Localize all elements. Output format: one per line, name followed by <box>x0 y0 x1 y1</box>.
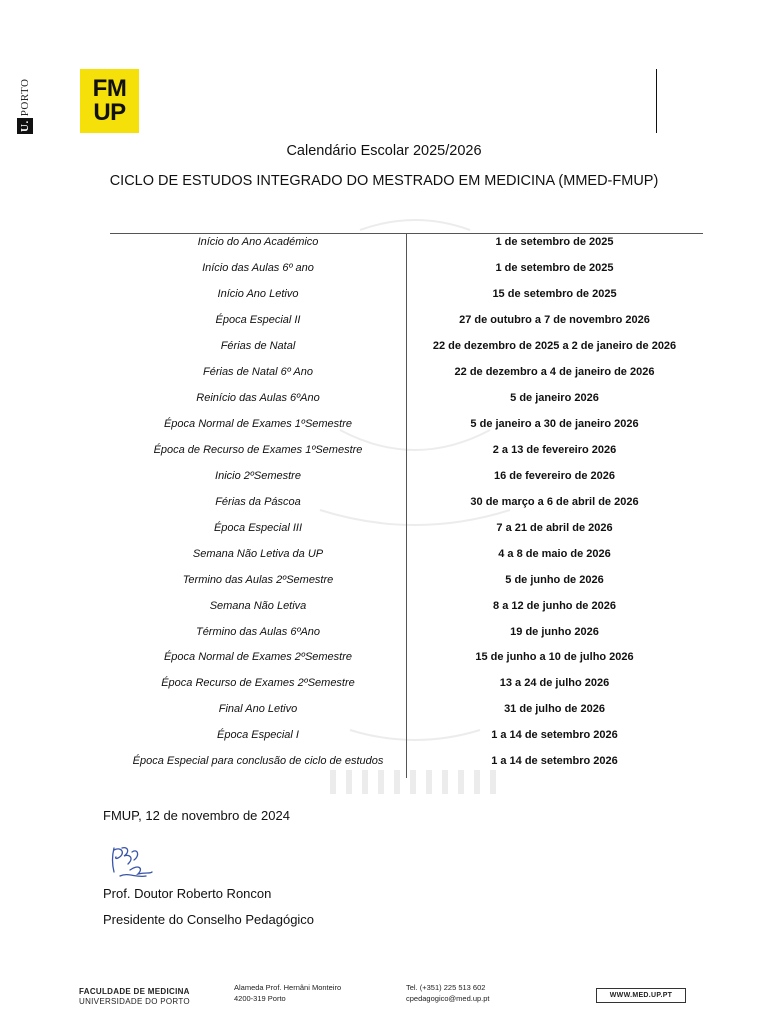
event-date: 4 a 8 de maio de 2026 <box>498 547 611 560</box>
event-label: Época de Recurso de Exames 1ºSemestre <box>153 443 363 456</box>
table-row <box>110 333 703 359</box>
event-date: 1 de setembro de 2025 <box>495 261 614 274</box>
place-date: FMUP, 12 de novembro de 2024 <box>103 808 290 823</box>
footer-contact <box>406 982 490 1004</box>
event-label: Época Recurso de Exames 2ºSemestre <box>161 677 355 690</box>
event-date: 15 de junho a 10 de julho 2026 <box>475 651 634 664</box>
event-label: Início Ano Letivo <box>217 287 299 300</box>
table-row <box>110 307 703 333</box>
event-date: 8 a 12 de junho de 2026 <box>493 599 616 612</box>
footer-address-line2: 4200-319 Porto <box>234 994 286 1003</box>
table-row <box>110 437 703 463</box>
signature-image <box>108 842 158 884</box>
event-date: 7 a 21 de abril de 2026 <box>496 521 613 534</box>
table-row <box>110 385 703 411</box>
table-row <box>110 229 703 255</box>
document-title: Calendário Escolar 2025/2026 <box>286 143 482 159</box>
fmup-logo-line1: FM <box>92 75 127 102</box>
footer-email[interactable]: cpedagogico@med.up.pt <box>406 994 490 1003</box>
footer-address-line1: Alameda Prof. Hernâni Monteiro <box>234 983 342 992</box>
fmup-logo <box>80 69 139 133</box>
event-date: 1 a 14 de setembro 2026 <box>491 729 618 742</box>
table-row <box>110 619 703 645</box>
event-date: 5 de janeiro a 30 de janeiro 2026 <box>470 417 639 430</box>
footer-website-link[interactable]: WWW.MED.UP.PT <box>596 988 686 1003</box>
uporto-logo-u: U. <box>19 120 31 132</box>
event-date: 22 de dezembro a 4 de janeiro de 2026 <box>454 365 655 378</box>
event-label: Início das Aulas 6º ano <box>202 261 314 274</box>
event-date: 27 de outubro a 7 de novembro 2026 <box>459 313 650 326</box>
event-label: Início do Ano Académico <box>197 235 319 248</box>
event-date: 2 a 13 de fevereiro 2026 <box>492 443 617 456</box>
signer-name: Prof. Doutor Roberto Roncon <box>103 886 272 901</box>
table-row <box>110 463 703 489</box>
table-row <box>110 670 703 696</box>
uporto-logo-text: PORTO <box>19 78 31 117</box>
footer-institution-line1: FACULDADE DE MEDICINA <box>79 987 190 996</box>
event-label: Época Especial III <box>213 521 303 534</box>
header-divider <box>656 69 657 133</box>
table-row <box>110 593 703 619</box>
event-date: 5 de janeiro 2026 <box>510 391 599 404</box>
event-date: 16 de fevereiro de 2026 <box>493 469 616 482</box>
event-label: Final Ano Letivo <box>218 703 298 716</box>
event-label: Férias de Natal 6º Ano <box>203 365 313 378</box>
event-label: Época Especial II <box>215 313 301 326</box>
event-date: 1 de setembro de 2025 <box>495 235 614 248</box>
event-label: Época Especial I <box>217 729 299 742</box>
event-date: 13 a 24 de julho 2026 <box>499 677 610 690</box>
event-date: 22 de dezembro de 2025 a 2 de janeiro de 2026 <box>432 339 677 352</box>
fmup-logo-line2: UP <box>93 99 126 126</box>
table-row <box>110 541 703 567</box>
table-row <box>110 281 703 307</box>
table-row <box>110 722 703 748</box>
table-row <box>110 359 703 385</box>
footer-address <box>234 982 341 1004</box>
table-row <box>110 411 703 437</box>
event-date: 1 a 14 de setembro 2026 <box>491 755 618 768</box>
table-row <box>110 748 703 774</box>
signer-role: Presidente do Conselho Pedagógico <box>103 912 315 927</box>
event-label: Semana Não Letiva <box>209 599 307 612</box>
table-row <box>110 489 703 515</box>
calendar-table <box>110 229 703 774</box>
footer-institution-line2: UNIVERSIDADE DO PORTO <box>79 997 190 1006</box>
event-date: 31 de julho de 2026 <box>504 703 605 716</box>
event-date: 19 de junho 2026 <box>510 625 599 638</box>
event-label: Época Normal de Exames 1ºSemestre <box>163 417 353 430</box>
table-row <box>110 567 703 593</box>
event-date: 5 de junho de 2026 <box>505 573 604 586</box>
table-row <box>110 645 703 671</box>
event-label: Término das Aulas 6ºAno <box>195 625 321 638</box>
footer-phone: Tel. (+351) 225 513 602 <box>406 983 486 992</box>
table-row <box>110 255 703 281</box>
event-label: Termino das Aulas 2ºSemestre <box>182 573 334 586</box>
event-label: Inicio 2ºSemestre <box>215 469 301 482</box>
event-label: Reinício das Aulas 6ºAno <box>196 391 320 404</box>
footer-institution-logo <box>79 987 190 1007</box>
table-row <box>110 515 703 541</box>
table-row <box>110 696 703 722</box>
event-label: Férias de Natal <box>220 339 296 352</box>
event-date: 30 de março a 6 de abril de 2026 <box>470 495 639 508</box>
document-subtitle: CICLO DE ESTUDOS INTEGRADO DO MESTRADO EM MEDICINA (MMED-FMUP) <box>109 173 659 189</box>
event-label: Época Normal de Exames 2ºSemestre <box>163 651 353 664</box>
event-label: Férias da Páscoa <box>215 495 301 508</box>
event-label: Época Especial para conclusão de ciclo de estudos <box>132 755 384 768</box>
uporto-logo <box>17 70 33 134</box>
event-date: 15 de setembro de 2025 <box>492 287 617 300</box>
event-label: Semana Não Letiva da UP <box>192 547 324 560</box>
